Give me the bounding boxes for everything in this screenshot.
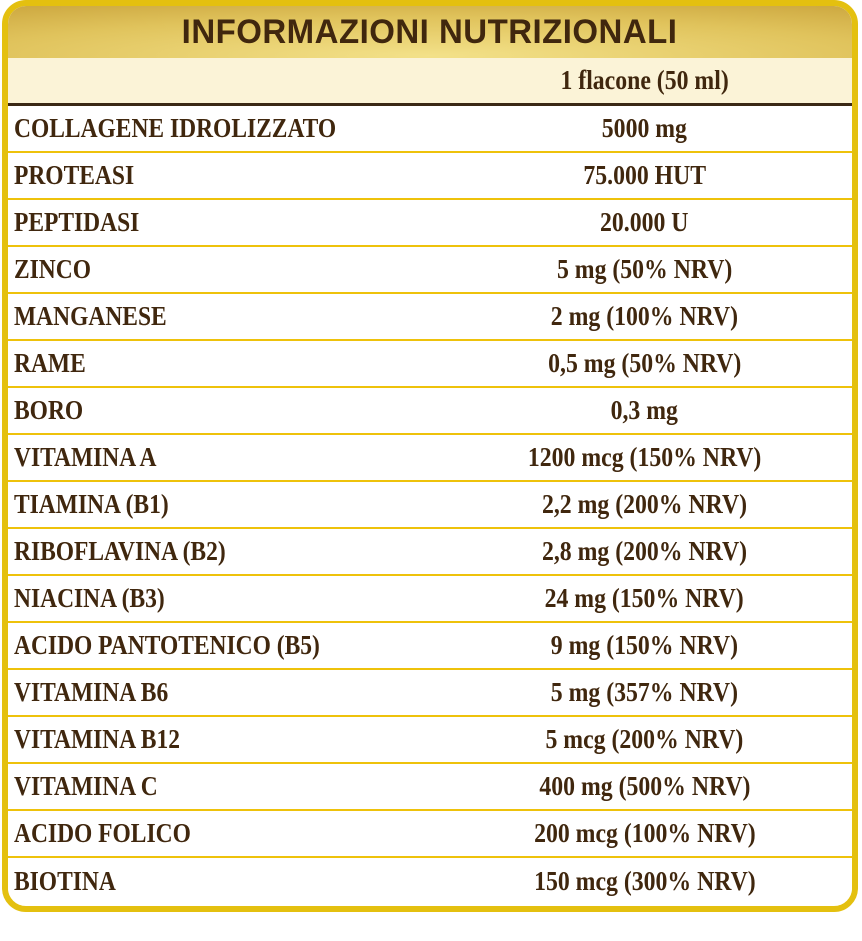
nutrient-name: BIOTINA	[14, 866, 116, 896]
nutrient-name-cell	[8, 771, 437, 802]
nutrition-facts-panel	[2, 0, 858, 912]
table-row	[8, 670, 852, 717]
nutrient-amount: 0,3 mg	[610, 395, 679, 425]
nutrient-amount: 200 mcg (100% NRV)	[533, 818, 756, 848]
nutrient-name: VITAMINA B12	[14, 724, 180, 754]
nutrient-amount-cell	[437, 442, 852, 473]
nutrient-amount: 0,5 mg (50% NRV)	[547, 348, 742, 378]
nutrient-name: PROTEASI	[14, 160, 135, 190]
nutrient-amount-cell	[437, 489, 852, 520]
table-row	[8, 153, 852, 200]
nutrient-amount: 2,2 mg (200% NRV)	[541, 489, 748, 519]
nutrient-amount: 20.000 U	[600, 207, 689, 237]
table-row	[8, 294, 852, 341]
nutrient-amount-cell	[437, 348, 852, 379]
nutrient-amount-cell	[437, 724, 852, 755]
nutrient-name-cell	[8, 818, 437, 849]
table-row	[8, 388, 852, 435]
table-row	[8, 247, 852, 294]
nutrient-name: RIBOFLAVINA (B2)	[14, 536, 226, 566]
serving-size-label: 1 flacone (50 ml)	[560, 65, 729, 95]
table-row	[8, 811, 852, 858]
table-row	[8, 717, 852, 764]
nutrient-amount: 75.000 HUT	[583, 160, 706, 190]
nutrient-name: ACIDO FOLICO	[14, 818, 191, 848]
nutrient-amount-cell	[437, 207, 852, 238]
nutrient-name-cell	[8, 254, 437, 285]
nutrient-amount: 5 mg (357% NRV)	[550, 677, 739, 707]
nutrient-name-cell	[8, 630, 437, 661]
nutrient-amount: 9 mg (150% NRV)	[550, 630, 739, 660]
table-row	[8, 200, 852, 247]
nutrient-amount-cell	[437, 583, 852, 614]
nutrient-name-cell	[8, 395, 437, 426]
nutrient-name-cell	[8, 866, 437, 897]
nutrient-name-cell	[8, 583, 437, 614]
nutrient-amount: 2 mg (100% NRV)	[550, 301, 739, 331]
table-row	[8, 529, 852, 576]
table-row	[8, 764, 852, 811]
nutrient-amount: 150 mcg (300% NRV)	[533, 866, 756, 896]
table-row	[8, 482, 852, 529]
nutrient-name-cell	[8, 536, 437, 567]
nutrient-name: VITAMINA C	[14, 771, 158, 801]
nutrient-name: TIAMINA (B1)	[14, 489, 169, 519]
nutrient-name-cell	[8, 442, 437, 473]
nutrient-name-cell	[8, 724, 437, 755]
table-row	[8, 623, 852, 670]
nutrient-amount-cell	[437, 395, 852, 426]
serving-header-cell	[437, 65, 852, 96]
nutrient-amount-cell	[437, 254, 852, 285]
serving-header-row	[8, 58, 852, 106]
table-row	[8, 435, 852, 482]
table-row	[8, 106, 852, 153]
nutrient-amount: 2,8 mg (200% NRV)	[541, 536, 748, 566]
nutrient-amount-cell	[437, 113, 852, 144]
nutrient-name: ZINCO	[14, 254, 92, 284]
nutrient-name: ACIDO PANTOTENICO (B5)	[14, 630, 320, 660]
nutrient-amount-cell	[437, 818, 852, 849]
panel-header	[8, 6, 852, 58]
nutrient-amount: 24 mg (150% NRV)	[544, 583, 745, 613]
nutrient-name-cell	[8, 301, 437, 332]
table-row	[8, 341, 852, 388]
nutrient-name: NIACINA (B3)	[14, 583, 165, 613]
nutrient-name: RAME	[14, 348, 86, 378]
nutrient-amount: 1200 mcg (150% NRV)	[527, 442, 762, 472]
nutrient-name-cell	[8, 677, 437, 708]
nutrient-amount-cell	[437, 771, 852, 802]
nutrient-amount: 5000 mg	[601, 113, 688, 143]
nutrient-name-cell	[8, 113, 437, 144]
nutrient-name-cell	[8, 207, 437, 238]
nutrient-name-cell	[8, 348, 437, 379]
nutrient-amount: 5 mcg (200% NRV)	[545, 724, 744, 754]
nutrient-table	[8, 106, 852, 905]
nutrient-amount-cell	[437, 301, 852, 332]
nutrient-name-cell	[8, 160, 437, 191]
nutrient-name: COLLAGENE IDROLIZZATO	[14, 113, 337, 143]
nutrient-amount-cell	[437, 630, 852, 661]
nutrient-amount-cell	[437, 677, 852, 708]
nutrient-amount-cell	[437, 866, 852, 897]
nutrient-name: MANGANESE	[14, 301, 167, 331]
nutrient-name: BORO	[14, 395, 84, 425]
nutrient-name: PEPTIDASI	[14, 207, 140, 237]
nutrient-name: VITAMINA B6	[14, 677, 169, 707]
nutrient-amount: 400 mg (500% NRV)	[538, 771, 751, 801]
nutrient-amount: 5 mg (50% NRV)	[556, 254, 733, 284]
panel-title: INFORMAZIONI NUTRIZIONALI	[182, 12, 678, 51]
table-row	[8, 858, 852, 905]
nutrient-amount-cell	[437, 160, 852, 191]
nutrient-amount-cell	[437, 536, 852, 567]
nutrient-name-cell	[8, 489, 437, 520]
nutrient-name: VITAMINA A	[14, 442, 157, 472]
table-row	[8, 576, 852, 623]
